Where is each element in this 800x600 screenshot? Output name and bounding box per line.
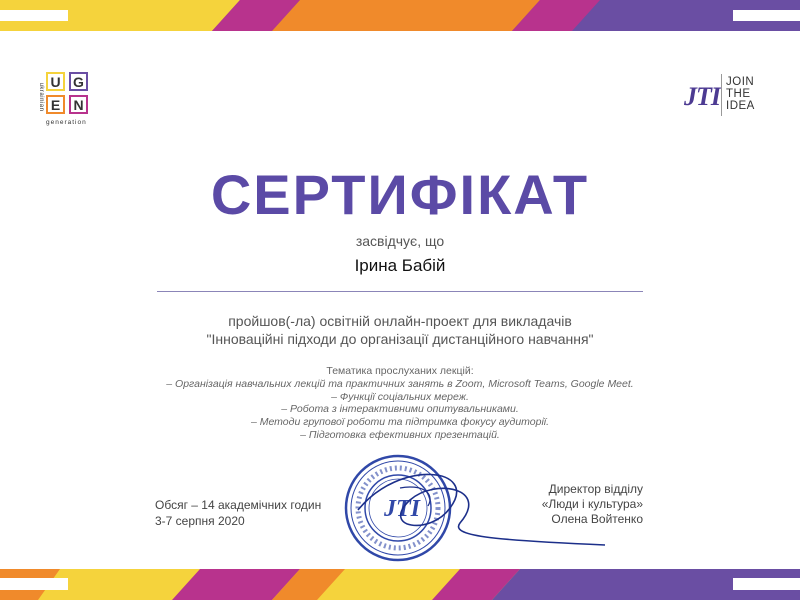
name-underline: [157, 291, 643, 292]
volume-hours: Обсяг – 14 академічних годин: [155, 498, 322, 512]
course-line-1: пройшов(-ла) освітній онлайн-проект для викладачів: [228, 313, 572, 329]
jti-slogan: [726, 76, 755, 112]
course-description: [0, 312, 800, 348]
jti-mark: JTI: [684, 82, 720, 111]
topic-item: – Функції соціальних мереж.: [331, 390, 469, 403]
certifies-text: засвідчує, що: [355, 233, 445, 249]
certificate-title: СЕРТИФІКАТ: [210, 163, 590, 226]
director-name: Олена Войтенко: [551, 512, 643, 526]
topic-item: – Організація навчальних лекцій та практичних занять в Zoom, Microsoft Teams, Google Meet.: [166, 377, 634, 390]
topic-item: – Підготовка ефективних презентацій.: [300, 428, 500, 441]
topic-item: – Методи групової роботи та підтримка фокусу аудиторії.: [250, 416, 550, 429]
official-stamp-and-signature: [340, 448, 610, 566]
topics-heading: Тематика прослуханих лекцій:: [326, 365, 474, 377]
ugen-letter-n: N: [69, 95, 88, 114]
ugen-bottom-text: generation: [46, 119, 87, 126]
ugen-letter-g: G: [69, 72, 88, 91]
ugen-side-text: ukrainian: [38, 82, 44, 112]
jti-slogan-line-1: JOIN: [726, 76, 755, 88]
lecture-topics: [0, 365, 800, 442]
jti-logo: [684, 74, 774, 118]
ukrainian-generation-logo: [36, 70, 98, 130]
topic-item: – Робота з інтерактивними опитувальниками.: [281, 403, 519, 416]
ugen-letter-e: E: [46, 95, 65, 114]
jti-divider: [721, 74, 722, 116]
course-line-2: "Інноваційні підходи до організації дистанційного навчання": [206, 331, 594, 347]
director-title-line-1: Директор відділу: [548, 482, 643, 496]
recipient-name: Ірина Бабій: [354, 256, 446, 275]
jti-slogan-line-3: IDEA: [726, 100, 755, 112]
svg-text:JTI: JTI: [384, 496, 420, 522]
ugen-letter-u: U: [46, 72, 65, 91]
jti-slogan-line-2: THE: [726, 88, 751, 100]
bottom-decorative-band: [0, 569, 800, 600]
top-decorative-band: [0, 0, 800, 31]
course-volume: [155, 497, 321, 529]
course-dates: 3-7 серпня 2020: [155, 514, 245, 528]
director-title-line-2: «Люди і культура»: [541, 497, 643, 511]
